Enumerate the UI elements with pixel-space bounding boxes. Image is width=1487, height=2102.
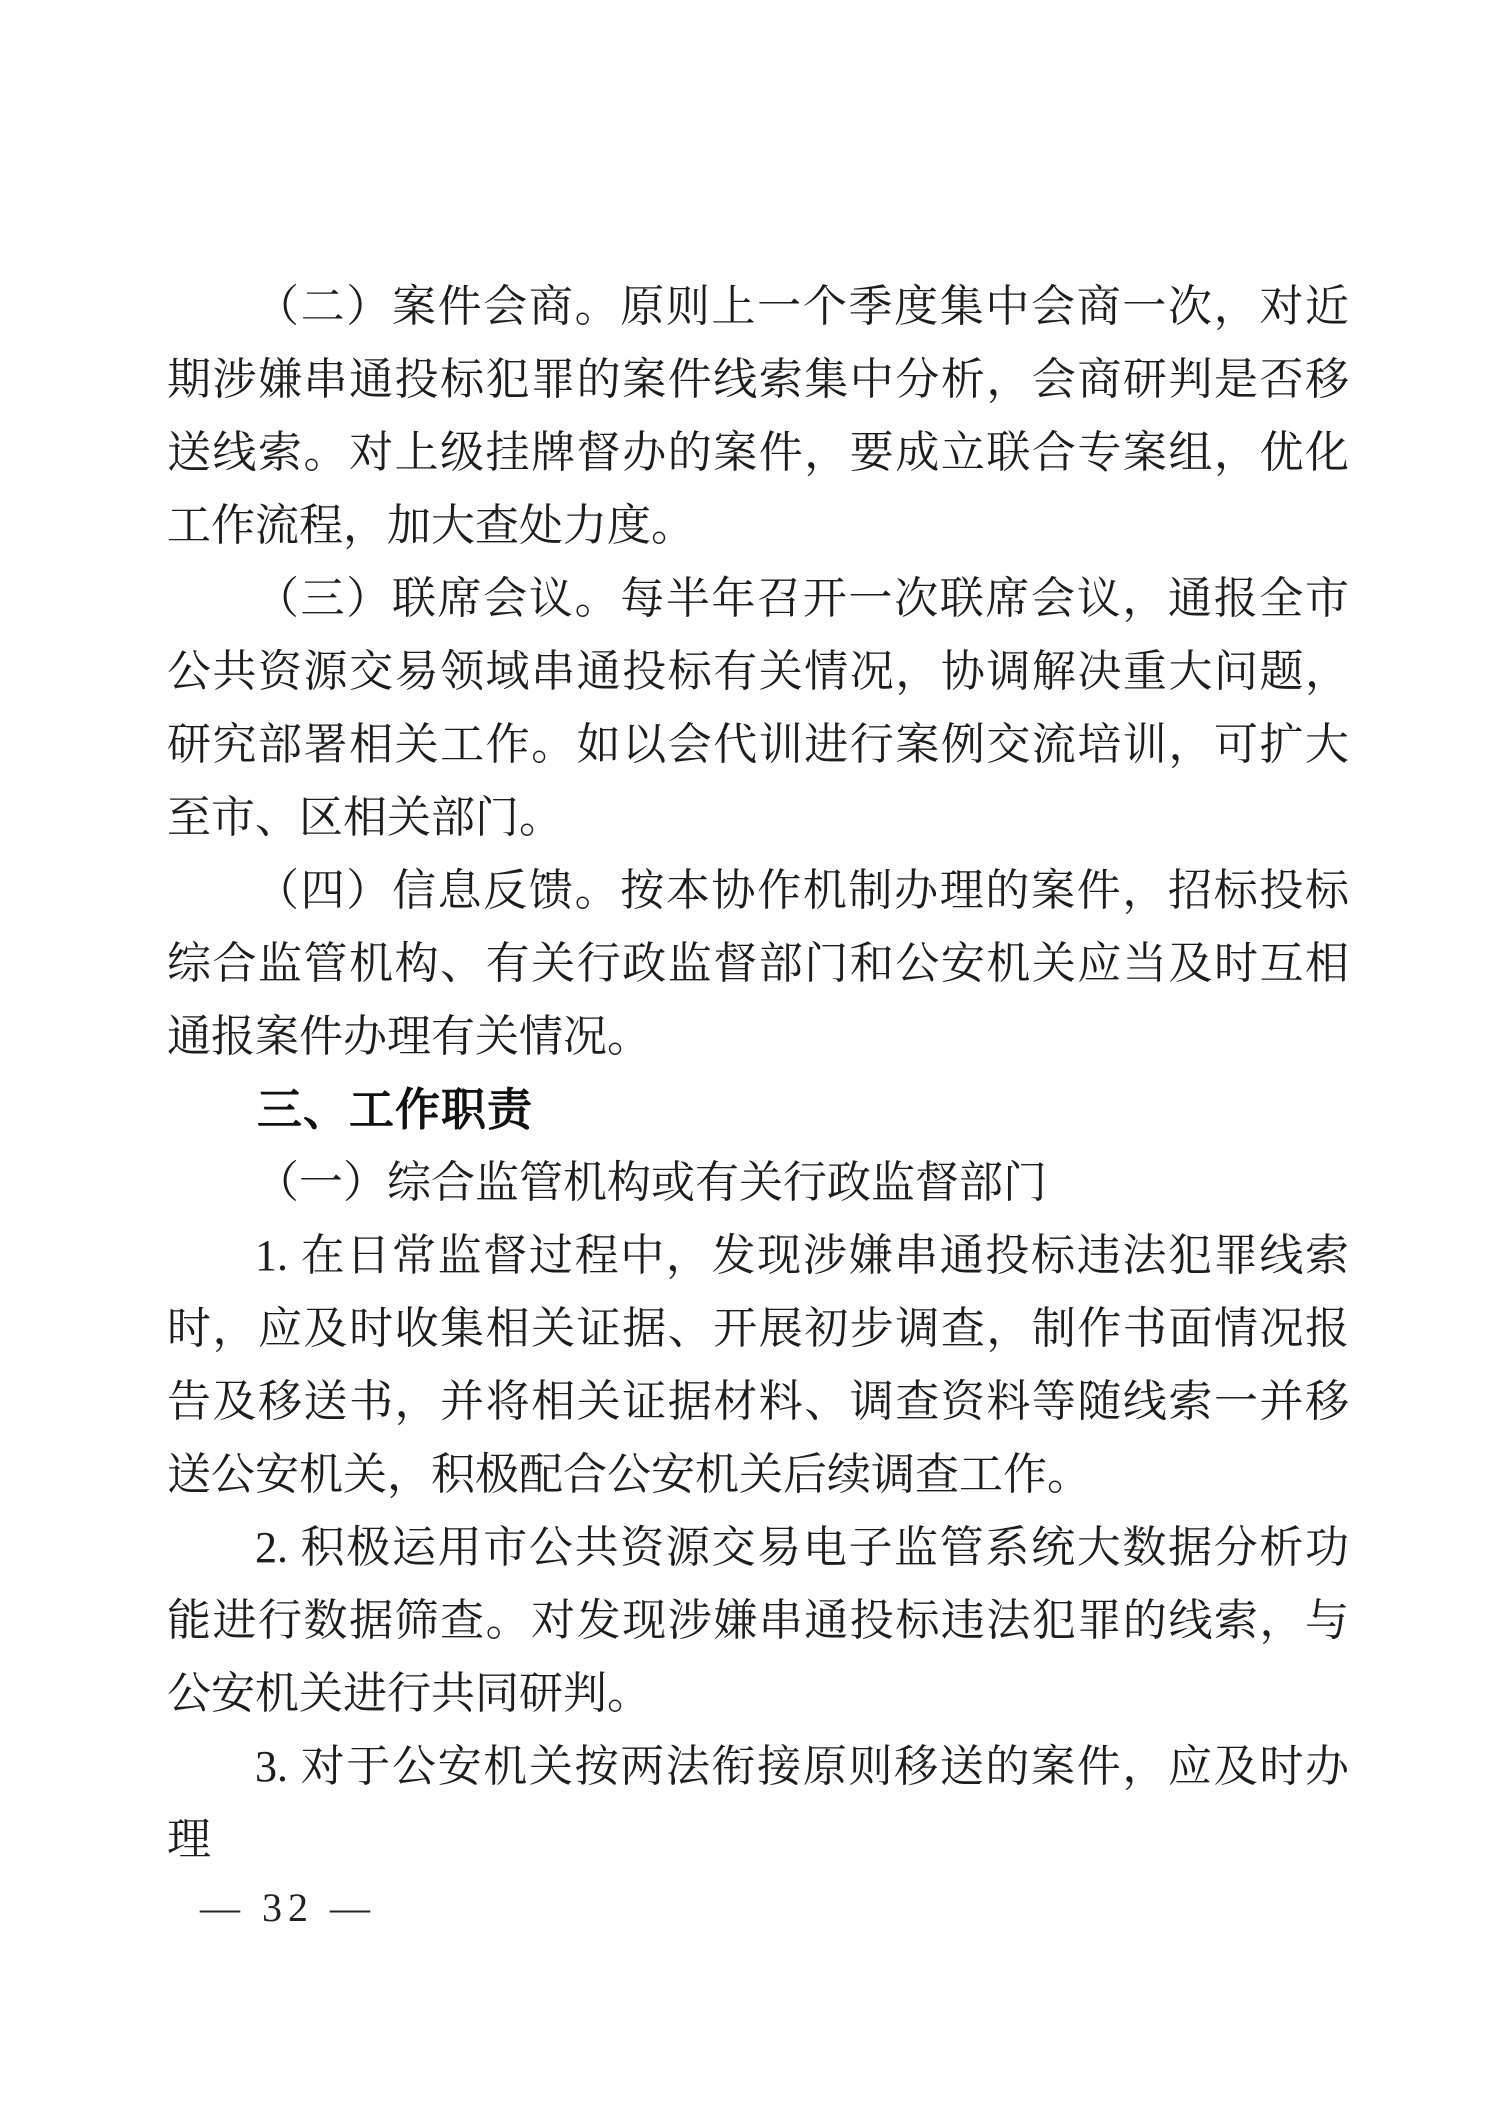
para-joint-meeting: （三）联席会议。每半年召开一次联席会议，通报全市公共资源交易领域串通投标有关情况，协调解决重大问题，研究部署相关工作。如以会代训进行案例交流培训，可扩大至市、区相关部门。 (167, 574, 1349, 842)
page-number: — 32 — (200, 1885, 376, 1930)
para-duty-item-2: 2. 积极运用市公共资源交易电子监管系统大数据分析功能进行数据筛查。对发现涉嫌串通投标违法犯罪的线索，与公安机关进行共同研判。 (167, 1523, 1349, 1718)
para-duty-item-3: 3. 对于公安机关按两法衔接原则移送的案件，应及时办理 (167, 1742, 1349, 1864)
heading-work-duties: 三、工作职责 (257, 1084, 534, 1135)
para-supervisory-organs: （一）综合监管机构或有关行政监督部门 (255, 1158, 1047, 1207)
para-information-feedback: （四）信息反馈。按本协作机制办理的案件，招标投标综合监管机构、有关行政监督部门和公安机关应当及时互相通报案件办理有关情况。 (167, 866, 1349, 1061)
document-body (167, 270, 1349, 1876)
para-duty-item-1: 1. 在日常监督过程中，发现涉嫌串通投标违法犯罪线索时，应及时收集相关证据、开展初步调查，制作书面情况报告及移送书，并将相关证据材料、调查资料等随线索一并移送公安机关，积极配合公安机关后续调查工作。 (167, 1231, 1349, 1499)
page-footer (200, 1886, 376, 1930)
para-case-consultation: （二）案件会商。原则上一个季度集中会商一次，对近期涉嫌串通投标犯罪的案件线索集中分析，会商研判是否移送线索。对上级挂牌督办的案件，要成立联合专案组，优化工作流程，加大查处力度。 (167, 282, 1349, 550)
